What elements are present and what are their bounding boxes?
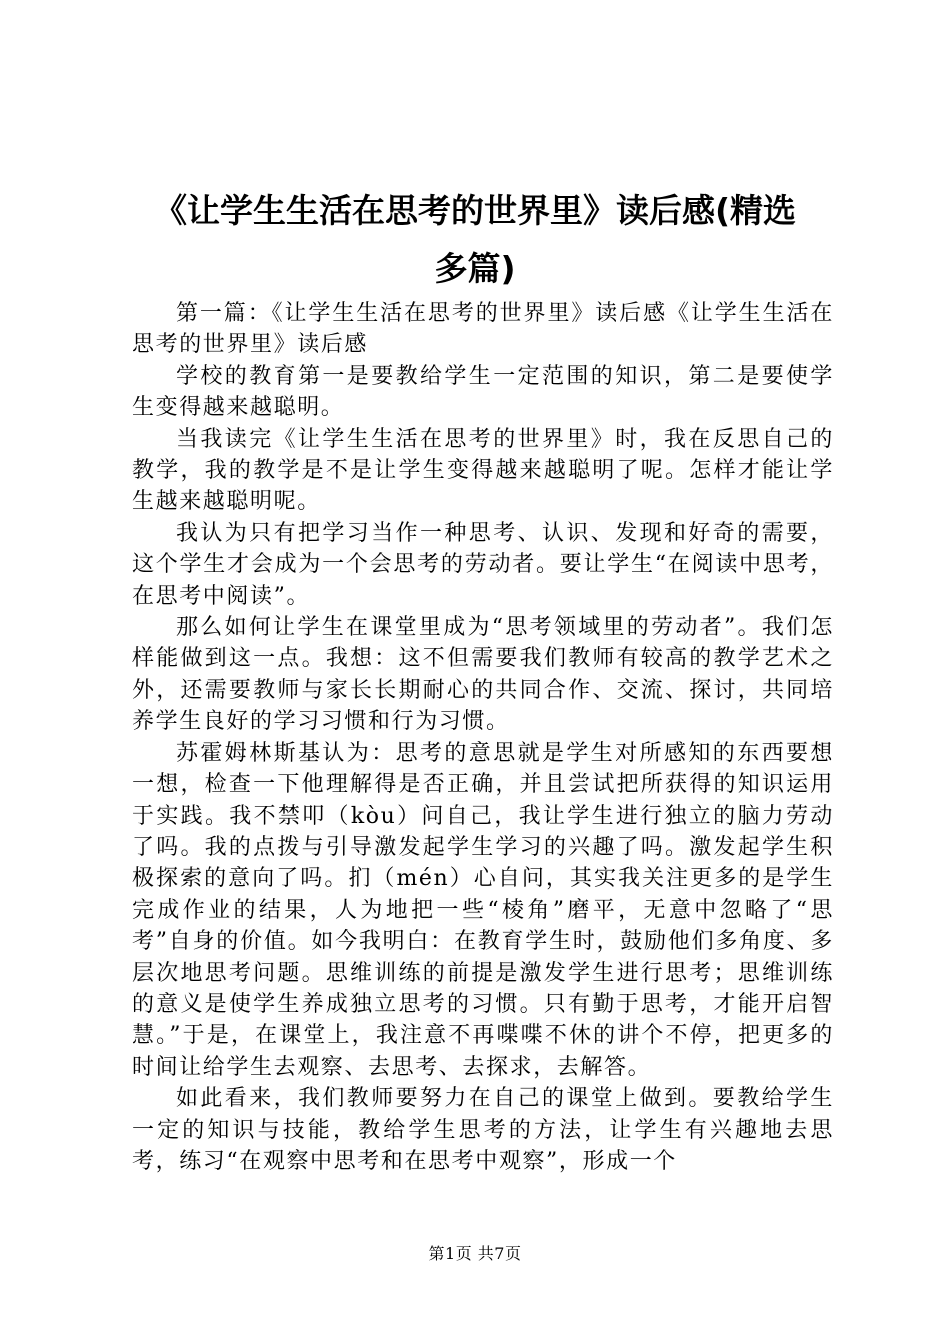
paragraph-7: 如此看来，我们教师要努力在自己的课堂上做到。要教给学生一定的知识与技能，教给学生思考的方法，让学生有兴趣地去思考，练习“在观察中思考和在思考中观察”，形成一个 <box>132 1086 834 1174</box>
paragraph-5: 那么如何让学生在课堂里成为“思考领域里的劳动者”。我们怎样能做到这一点。我想：这不但需要我们教师有较高的教学艺术之外，还需要教师与家长长期耐心的共同合作、交流、探讨，共同培养学生良好的学习习惯和行为习惯。 <box>132 615 834 735</box>
paragraph-1: 第一篇：《让学生生活在思考的世界里》读后感《让学生生活在思考的世界里》读后感 <box>132 301 834 358</box>
paragraph-2: 学校的教育第一是要教给学生一定范围的知识，第二是要使学生变得越来越聪明。 <box>132 363 834 421</box>
paragraph-3: 当我读完《让学生生活在思考的世界里》时，我在反思自己的教学，我的教学是不是让学生变得越来越聪明了呢。怎样才能让学生越来越聪明呢。 <box>132 426 834 515</box>
title-line-1: 《让学生生活在思考的世界里》读后感(精选 <box>153 191 797 230</box>
document-body <box>132 298 834 1177</box>
paragraph-6: 苏霍姆林斯基认为：思考的意思就是学生对所感知的东西要想一想，检查一下他理解得是否正确，并且尝试把所获得的知识运用于实践。我不禁叩（kòu）问自己，我让学生进行独立的脑力劳动了吗。我的点拨与引导激发起学生学习的兴趣了吗。激发起学生积极探索的意向了吗。扪（mén）心自问，其实我关注更多的是学生完成作业的结果，人为地把一些“棱角”磨平，无意中忽略了“思考”自身的价值。如今我明白：在教育学生时，鼓励他们多角度、多层次地思考问题。思维训练的前提是激发学生进行思考；思维训练的意义是使学生养成独立思考的习惯。只有勤于思考，才能开启智慧。”于是，在课堂上，我注意不再喋喋不休的讲个不停，把更多的时间让给学生去观察、去思考、去探求，去解答。 <box>132 740 834 1080</box>
page-footer: 第1页 共7页 <box>428 1244 522 1263</box>
paragraph-4: 我认为只有把学习当作一种思考、认识、发现和好奇的需要，这个学生才会成为一个会思考的劳动者。要让学生“在阅读中思考，在思考中阅读”。 <box>132 520 834 609</box>
title-line-2: 多篇) <box>434 249 516 288</box>
document-title <box>120 182 830 298</box>
